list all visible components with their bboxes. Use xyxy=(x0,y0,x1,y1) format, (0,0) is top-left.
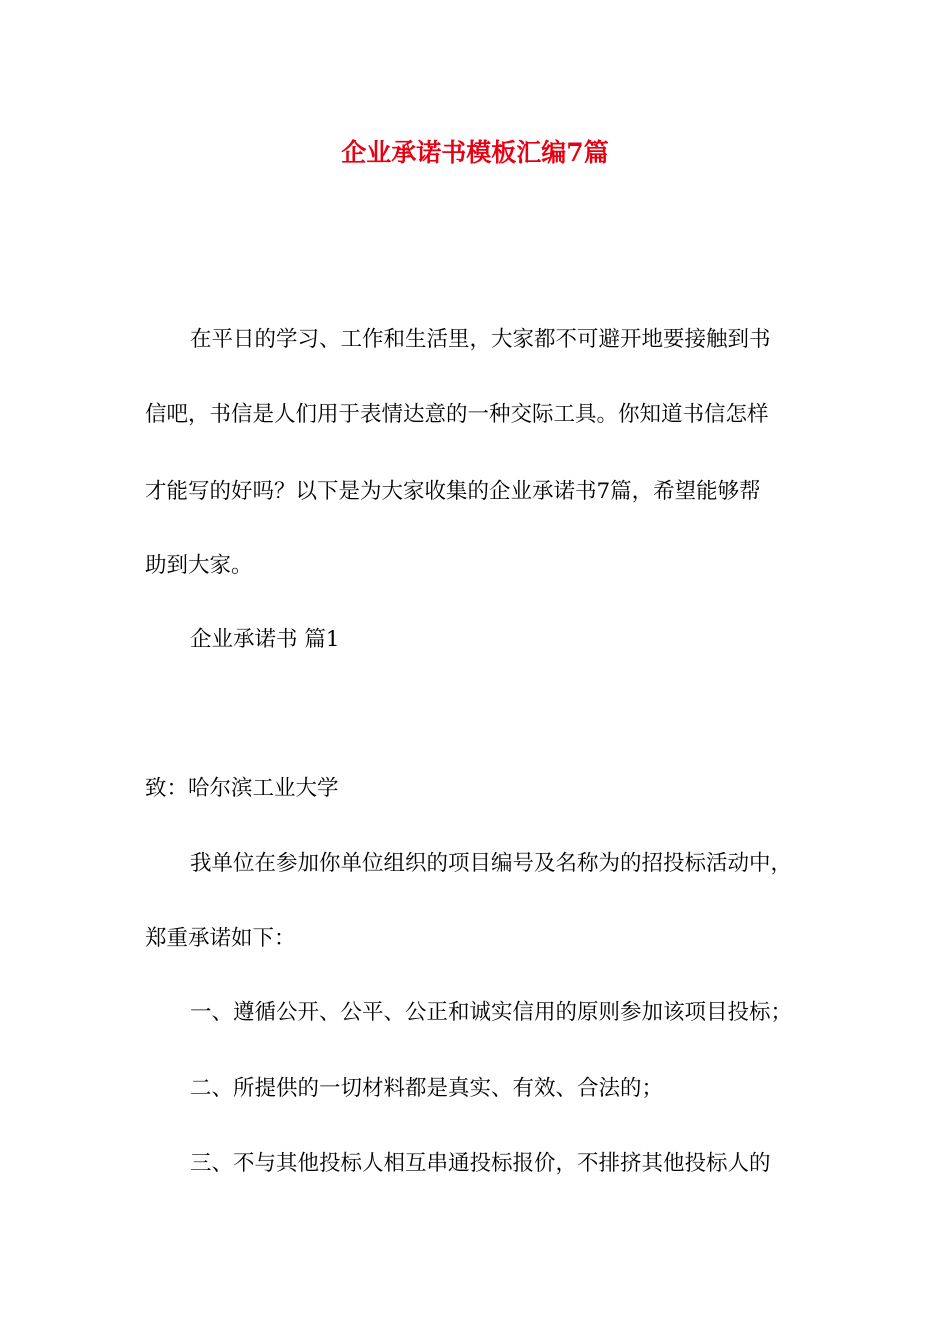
intro-line-2: 信吧，书信是人们用于表情达意的一种交际工具。你知道书信怎样 xyxy=(145,402,769,427)
promise-item-1: 一、遵循公开、公平、公正和诚实信用的原则参加该项目投标； xyxy=(190,1000,793,1025)
intro-line-4: 助到大家。 xyxy=(145,553,253,578)
intro-line-3: 才能写的好吗？以下是为大家收集的企业承诺书7篇，希望能够帮 xyxy=(145,479,761,504)
addressee-line: 致：哈尔滨工业大学 xyxy=(145,776,339,801)
intro-line-1: 在平日的学习、工作和生活里，大家都不可避开地要接触到书 xyxy=(190,327,771,352)
body-line-2: 郑重承诺如下： xyxy=(145,926,296,951)
promise-item-2: 二、所提供的一切材料都是真实、有效、合法的； xyxy=(190,1076,664,1101)
promise-item-3: 三、不与其他投标人相互串通投标报价，不排挤其他投标人的 xyxy=(190,1151,771,1176)
document-title: 企业承诺书模板汇编7篇 xyxy=(341,138,609,167)
body-line-1: 我单位在参加你单位组织的项目编号及名称为的招投标活动中， xyxy=(190,851,793,876)
section-heading: 企业承诺书 篇1 xyxy=(190,627,340,652)
